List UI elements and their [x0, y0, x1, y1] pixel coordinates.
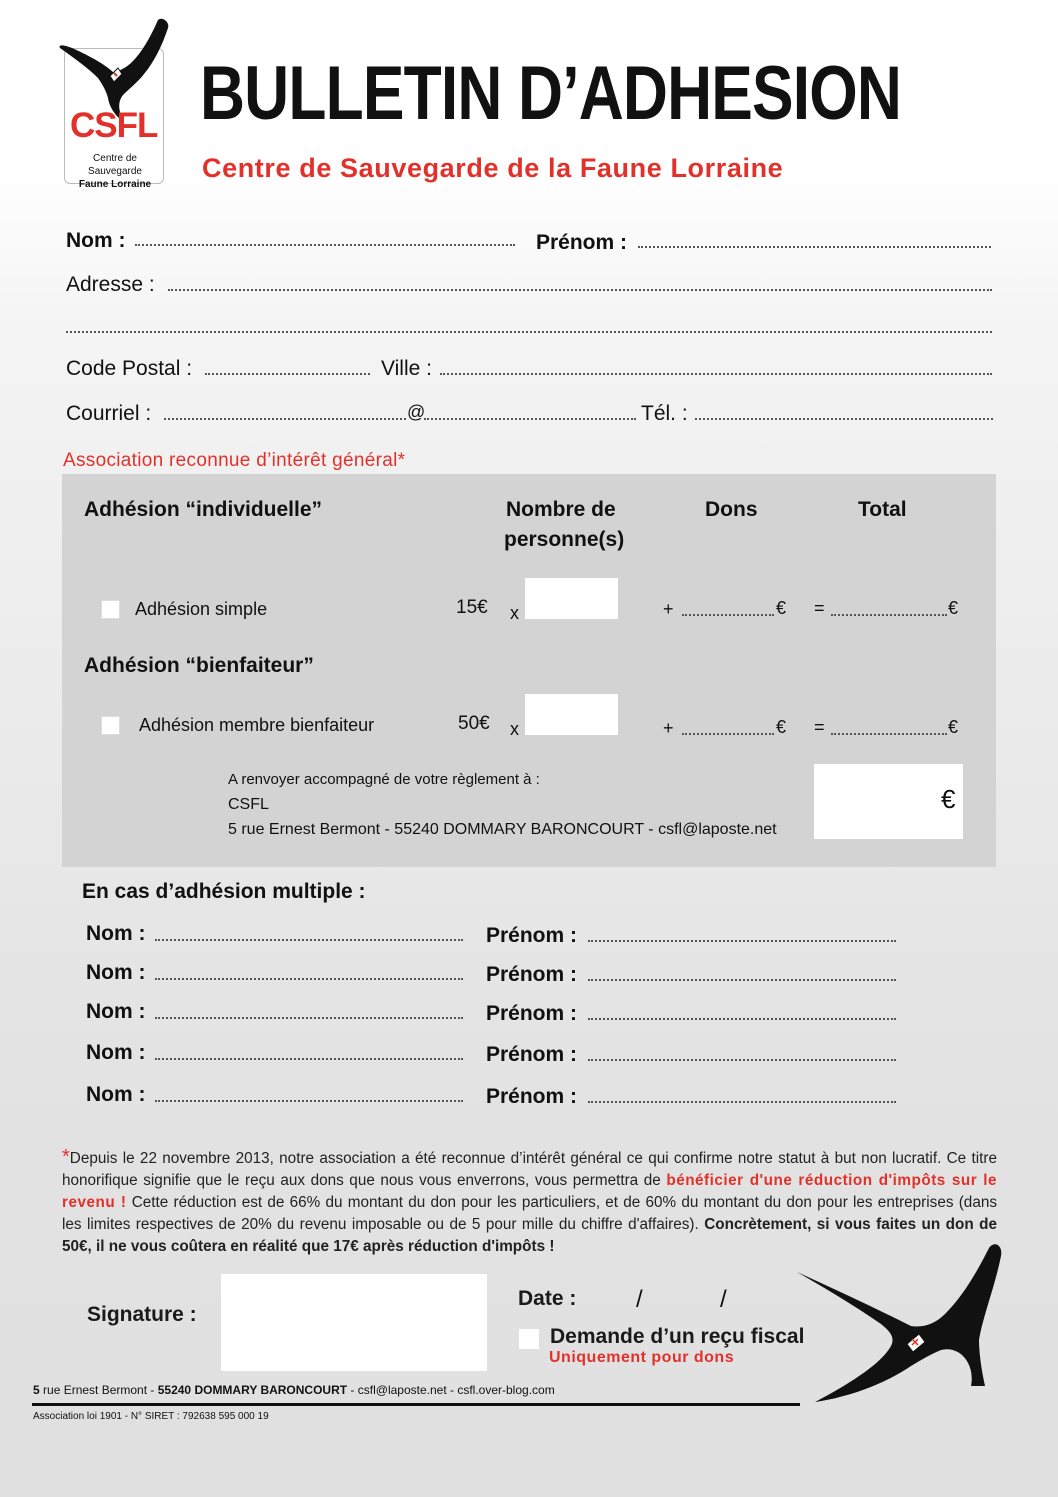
- footer-addr-1: rue Ernest Bermont -: [39, 1383, 158, 1397]
- prenom-label: Prénom :: [536, 231, 628, 254]
- logo-subtitle: [66, 152, 164, 191]
- simple-plus: +: [663, 599, 674, 619]
- membership-panel: [62, 474, 996, 867]
- bienfaiteur-heading: Adhésion “bienfaiteur”: [84, 654, 314, 677]
- recu-fiscal-sub: Uniquement pour dons: [549, 1349, 735, 1366]
- ville-label: Ville :: [381, 357, 432, 380]
- bienfaiteur-times: x: [510, 719, 519, 739]
- multi-nom-field[interactable]: [155, 939, 463, 941]
- adresse-label: Adresse :: [66, 273, 155, 296]
- multi-prenom-label: Prénom :: [486, 1002, 578, 1025]
- col-total-header: Total: [858, 498, 907, 521]
- courriel-field-user[interactable]: [164, 418, 406, 420]
- simple-total-field[interactable]: [831, 614, 947, 616]
- tel-label: Tél. :: [641, 402, 688, 425]
- col-nombre-header-2: personne(s): [504, 528, 625, 551]
- prenom-field[interactable]: [638, 246, 991, 248]
- bienfaiteur-total-euro: €: [948, 717, 959, 737]
- multi-prenom-field[interactable]: [588, 979, 896, 981]
- date-label: Date :: [518, 1287, 577, 1310]
- renvoi-text: A renvoyer accompagné de votre règlement à :: [228, 771, 540, 788]
- code-postal-label: Code Postal :: [66, 357, 193, 380]
- simple-label: Adhésion simple: [135, 599, 268, 619]
- signature-label: Signature :: [87, 1303, 197, 1326]
- multi-nom-field[interactable]: [155, 978, 463, 980]
- adresse-field[interactable]: [168, 289, 992, 291]
- bird-of-prey-icon: [795, 1236, 1010, 1411]
- multi-nom-label: Nom :: [86, 922, 146, 945]
- footer-addr-bold-1: 5: [33, 1383, 40, 1397]
- signature-box[interactable]: [221, 1274, 487, 1371]
- courriel-label: Courriel :: [66, 402, 152, 425]
- logo-text: CSFL: [70, 106, 158, 145]
- page-subtitle: Centre de Sauvegarde de la Faune Lorraine: [202, 153, 784, 183]
- bienfaiteur-label: Adhésion membre bienfaiteur: [139, 715, 375, 735]
- renvoi-address: 5 rue Ernest Bermont - 55240 DOMMARY BARONCOURT - csfl@laposte.net: [228, 821, 777, 838]
- footer-siret: Association loi 1901 - N° SIRET : 792638 595 000 19: [33, 1411, 269, 1422]
- date-separator: /: [636, 1286, 643, 1313]
- note-text-2: Cette réduction est de 66% du montant du don pour les particuliers, et de 60% du montant du don pour les entreprises (dans les limites respectives de 20% du revenu imposable ou de 5 pour mille du chiffre d'affaires).: [62, 1194, 997, 1233]
- note-text-1: Depuis le 22 novembre 2013, notre association a été reconnue d’intérêt général ce qui confirme notre statut à but non lucratif. Ce titre honorifique signifie que le reçu aux dons que nous vous enverrons, vous permettra de: [62, 1150, 997, 1189]
- multi-nom-field[interactable]: [155, 1100, 463, 1102]
- logo-subtitle-line-1: Centre de Sauvegarde: [88, 153, 142, 177]
- simple-times: x: [510, 603, 519, 623]
- bienfaiteur-equals: =: [814, 717, 825, 737]
- at-sign: @: [407, 402, 426, 422]
- note-highlight: bénéficier d'une réduction d'impôts sur le revenu !: [62, 1172, 998, 1211]
- bienfaiteur-total-field[interactable]: [831, 733, 947, 735]
- multi-prenom-field[interactable]: [588, 1059, 896, 1061]
- simple-dons-field[interactable]: [682, 614, 774, 616]
- date-separator: /: [720, 1286, 727, 1313]
- renvoi-org: CSFL: [228, 796, 269, 813]
- multi-prenom-field[interactable]: [588, 1101, 896, 1103]
- simple-equals: =: [814, 598, 825, 618]
- ville-field[interactable]: [440, 373, 992, 375]
- multi-prenom-label: Prénom :: [486, 1085, 578, 1108]
- multi-nom-label: Nom :: [86, 1083, 146, 1106]
- bienfaiteur-dons-field[interactable]: [682, 733, 774, 735]
- code-postal-field[interactable]: [205, 373, 370, 375]
- tel-field[interactable]: [695, 418, 993, 420]
- footer-addr-bold-2: 55240 DOMMARY BARONCOURT: [157, 1383, 348, 1397]
- assoc-notice: Association reconnue d’intérêt général*: [63, 450, 406, 471]
- note-bold: Concrètement, si vous faites un don de 50€, il ne vous coûtera en réalité que 17€ après réduction d'impôts !: [62, 1216, 997, 1255]
- multi-prenom-field[interactable]: [588, 940, 896, 942]
- note-star: *: [62, 1146, 70, 1168]
- multiple-title: En cas d’adhésion multiple :: [82, 880, 366, 903]
- grand-total-euro: €: [941, 784, 956, 814]
- multi-prenom-label: Prénom :: [486, 963, 578, 986]
- recu-fiscal-checkbox[interactable]: [519, 1329, 539, 1349]
- bienfaiteur-price: 50€: [458, 713, 490, 734]
- multi-nom-label: Nom :: [86, 1000, 146, 1023]
- multi-prenom-field[interactable]: [588, 1018, 896, 1020]
- simple-checkbox[interactable]: [101, 600, 120, 619]
- multi-prenom-label: Prénom :: [486, 924, 578, 947]
- footer-address: [33, 1383, 555, 1397]
- bienfaiteur-checkbox[interactable]: [101, 716, 120, 735]
- simple-price: 15€: [456, 597, 488, 618]
- bienfaiteur-dons-euro: €: [776, 717, 787, 737]
- bienfaiteur-plus: +: [663, 718, 674, 738]
- footer-addr-2: - csfl@laposte.net - csfl.over-blog.com: [347, 1383, 555, 1397]
- multi-prenom-label: Prénom :: [486, 1043, 578, 1066]
- nom-field[interactable]: [135, 244, 515, 246]
- adresse-field-line-2[interactable]: [66, 331, 992, 333]
- simple-total-euro: €: [948, 598, 959, 618]
- multi-nom-field[interactable]: [155, 1017, 463, 1019]
- multi-nom-label: Nom :: [86, 961, 146, 984]
- simple-dons-euro: €: [776, 598, 787, 618]
- col-dons-header: Dons: [705, 498, 758, 521]
- courriel-field-domain[interactable]: [424, 418, 636, 420]
- multi-nom-label: Nom :: [86, 1041, 146, 1064]
- nom-label: Nom :: [66, 229, 126, 252]
- col-nombre-header-1: Nombre de: [506, 498, 616, 521]
- col-individuelle-header: Adhésion “individuelle”: [84, 498, 323, 521]
- recu-fiscal-label: Demande d’un reçu fiscal: [550, 1325, 805, 1348]
- footer-divider: [32, 1403, 800, 1406]
- page-title: BULLETIN D’ADHESION: [200, 51, 902, 136]
- logo-subtitle-line-2: Faune Lorraine: [78, 179, 152, 190]
- multi-nom-field[interactable]: [155, 1058, 463, 1060]
- simple-count-input[interactable]: [525, 578, 618, 619]
- bienfaiteur-count-input[interactable]: [525, 694, 618, 735]
